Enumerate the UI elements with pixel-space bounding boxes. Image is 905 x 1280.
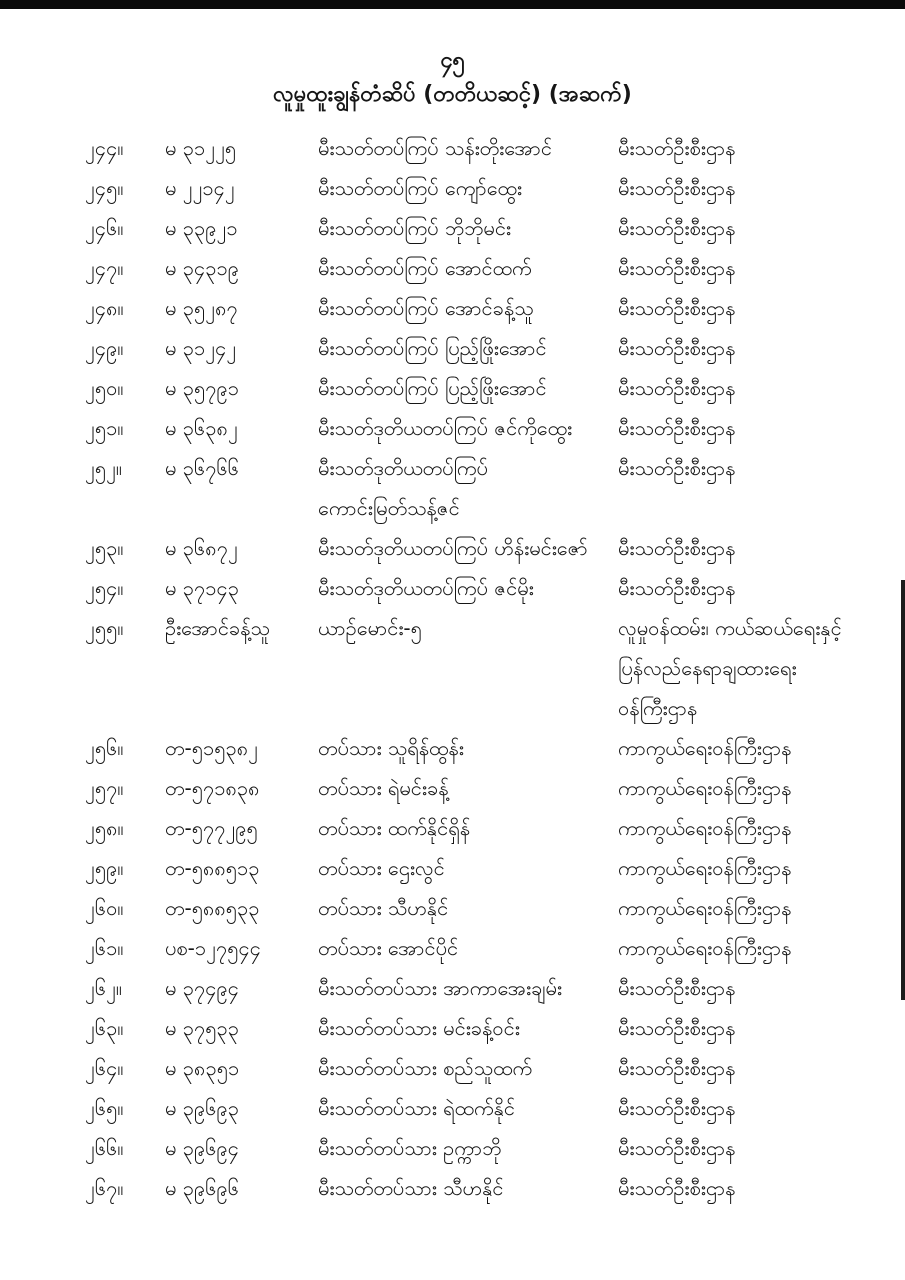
rank-and-name: မီးသတ်ဒုတိယတပ်ကြပ် ဟိန်းမင်းဇော်	[318, 536, 588, 560]
table-row	[0, 608, 905, 728]
table-row	[0, 528, 905, 568]
row-number: ၂၅၇။	[85, 776, 124, 800]
rank-and-name: မီးသတ်တပ်သား အာကာအေးချမ်း	[318, 976, 562, 1000]
service-id: မ ၃၇၄၉၄	[165, 976, 240, 1000]
table-row	[0, 168, 905, 208]
rank-and-name: တပ်သား ရဲမင်းခန့်	[318, 776, 449, 800]
table-row	[0, 1048, 905, 1088]
rank-and-name: တပ်သား ဌေးလွင်	[318, 856, 445, 880]
department: ကာကွယ်ရေးဝန်ကြီးဌာန	[618, 816, 792, 840]
table-row	[0, 728, 905, 768]
service-id: တ-၅၁၅၃၈၂	[165, 736, 258, 760]
table-row	[0, 928, 905, 968]
table-row	[0, 128, 905, 168]
table-row	[0, 408, 905, 448]
service-id: မ ၃၉၆၉၄	[165, 1136, 240, 1160]
table-row	[0, 848, 905, 888]
row-number: ၂၄၉။	[85, 336, 124, 360]
department: မီးသတ်ဦးစီးဌာန	[618, 336, 736, 360]
service-id: မ ၃၁၂၄၂	[165, 336, 237, 360]
row-number: ၂၆၃။	[85, 1016, 124, 1040]
scan-top-edge	[0, 0, 905, 9]
table-row	[0, 568, 905, 608]
row-number: ၂၅၀။	[85, 376, 124, 400]
row-number: ၂၄၅။	[85, 176, 124, 200]
department: မီးသတ်ဦးစီးဌာန	[618, 456, 736, 480]
service-id: မ ၃၇၅၃၃	[165, 1016, 240, 1040]
department: မီးသတ်ဦးစီးဌာန	[618, 416, 736, 440]
row-number: ၂၄၆။	[85, 216, 124, 240]
table-row	[0, 1168, 905, 1208]
department: ကာကွယ်ရေးဝန်ကြီးဌာန	[618, 936, 792, 960]
rank-and-name: မီးသတ်တပ်ကြပ် ပြည့်ဖြိုးအောင်	[318, 336, 547, 360]
row-number: ၂၅၃။	[85, 536, 124, 560]
rank-and-name: မီးသတ်ဒုတိယတပ်ကြပ် ကောင်းမြတ်သန့်ဇင်	[318, 456, 488, 520]
department: မီးသတ်ဦးစီးဌာန	[618, 296, 736, 320]
service-id: မ ၃၁၂၂၅	[165, 136, 237, 160]
row-number: ၂၄၈။	[85, 296, 124, 320]
service-id: မ ၃၆၃၈၂	[165, 416, 238, 440]
department: လူမှုဝန်ထမ်း၊ ကယ်ဆယ်ရေးနှင့် ပြန်လည်နေရာချထားရေး ဝန်ကြီးဌာန	[618, 616, 842, 720]
row-number: ၂၅၁။	[85, 416, 124, 440]
table-row	[0, 808, 905, 848]
rank-and-name: တပ်သား ထက်နိုင်ရှိန်	[318, 816, 471, 840]
department: မီးသတ်ဦးစီးဌာန	[618, 1056, 736, 1080]
rank-and-name: မီးသတ်တပ်ကြပ် အောင်ထက်	[318, 256, 532, 280]
table-row	[0, 768, 905, 808]
service-id: တ-၅၈၈၅၁၃	[165, 856, 260, 880]
scan-right-edge	[901, 580, 905, 1000]
department: မီးသတ်ဦးစီးဌာန	[618, 536, 736, 560]
row-number: ၂၆၅။	[85, 1096, 124, 1120]
service-id: မ ၃၄၃၁၉	[165, 256, 240, 280]
row-number: ၂၅၄။	[85, 576, 124, 600]
service-id: ပစ-၁၂၇၅၄၄	[165, 936, 261, 960]
row-number: ၂၆၆။	[85, 1136, 124, 1160]
department: ကာကွယ်ရေးဝန်ကြီးဌာန	[618, 736, 792, 760]
table-row	[0, 248, 905, 288]
service-id: မ ၃၆၈၇၂	[165, 536, 238, 560]
service-id: မ ၃၅၇၉၁	[165, 376, 240, 400]
table-row	[0, 328, 905, 368]
row-number: ၂၆၄။	[85, 1056, 124, 1080]
award-list	[0, 128, 905, 1208]
department: မီးသတ်ဦးစီးဌာန	[618, 376, 736, 400]
row-number: ၂၆၀။	[85, 896, 124, 920]
department: မီးသတ်ဦးစီးဌာန	[618, 136, 736, 160]
rank-and-name: မီးသတ်တပ်သား မင်းခန့်ဝင်း	[318, 1016, 520, 1040]
rank-and-name: မီးသတ်တပ်သား ဥက္ကာဘို	[318, 1136, 502, 1160]
row-number: ၂၅၂။	[85, 456, 122, 480]
department: ကာကွယ်ရေးဝန်ကြီးဌာန	[618, 776, 792, 800]
service-id: မ ၃၃၉၂၁	[165, 216, 238, 240]
row-number: ၂၆၂။	[85, 976, 122, 1000]
department: မီးသတ်ဦးစီးဌာန	[618, 1136, 736, 1160]
row-number: ၂၅၉။	[85, 856, 124, 880]
department: ကာကွယ်ရေးဝန်ကြီးဌာန	[618, 856, 792, 880]
service-id: မ ၃၅၂၈၇	[165, 296, 238, 320]
department: မီးသတ်ဦးစီးဌာန	[618, 256, 736, 280]
rank-and-name: မီးသတ်တပ်သား သီဟနိုင်	[318, 1176, 504, 1200]
rank-and-name: တပ်သား အောင်ပိုင်	[318, 936, 459, 960]
rank-and-name: မီးသတ်ဒုတိယတပ်ကြပ် ဇင်ကိုထွေး	[318, 416, 573, 440]
department: မီးသတ်ဦးစီးဌာန	[618, 1096, 736, 1120]
rank-and-name: မီးသတ်တပ်ကြပ် ပြည့်ဖြိုးအောင်	[318, 376, 547, 400]
table-row	[0, 1008, 905, 1048]
rank-and-name: မီးသတ်ဒုတိယတပ်ကြပ် ဇင်မိုး	[318, 576, 534, 600]
service-id: ဦးအောင်ခန့်သူ	[165, 616, 270, 640]
table-row	[0, 968, 905, 1008]
rank-and-name: မီးသတ်တပ်ကြပ် ဘိုဘိုမင်း	[318, 216, 511, 240]
table-row	[0, 368, 905, 408]
table-row	[0, 1088, 905, 1128]
department: မီးသတ်ဦးစီးဌာန	[618, 576, 736, 600]
table-row	[0, 1128, 905, 1168]
service-id: တ-၅၇၁၈၃၈	[165, 776, 260, 800]
rank-and-name: တပ်သား သူရိန်ထွန်း	[318, 736, 464, 760]
row-number: ၂၅၆။	[85, 736, 124, 760]
rank-and-name: တပ်သား သီဟနိုင်	[318, 896, 449, 920]
row-number: ၂၆၇။	[85, 1176, 124, 1200]
service-id: တ-၅၇၇၂၉၅	[165, 816, 258, 840]
service-id: မ ၃၉၆၉၆	[165, 1176, 240, 1200]
table-row	[0, 208, 905, 248]
row-number: ၂၄၇။	[85, 256, 124, 280]
rank-and-name: ယာဉ်မောင်း-၅	[318, 616, 422, 640]
table-row	[0, 288, 905, 328]
department: မီးသတ်ဦးစီးဌာန	[618, 976, 736, 1000]
department: မီးသတ်ဦးစီးဌာန	[618, 1176, 736, 1200]
rank-and-name: မီးသတ်တပ်ကြပ် ကျော်ထွေး	[318, 176, 522, 200]
rank-and-name: မီးသတ်တပ်သား စည်သူထက်	[318, 1056, 533, 1080]
page-number: ၄၅	[440, 48, 465, 73]
service-id: မ ၃၆၇၆၆	[165, 456, 240, 480]
page-header	[0, 0, 905, 112]
row-number: ၂၅၈။	[85, 816, 124, 840]
service-id: မ ၃၇၁၄၃	[165, 576, 240, 600]
page-title: လူမှုထူးချွန်တံဆိပ် (တတိယဆင့်) (အဆက်)	[273, 82, 632, 107]
table-row	[0, 888, 905, 928]
department: မီးသတ်ဦးစီးဌာန	[618, 1016, 736, 1040]
service-id: မ ၂၂၁၄၂	[165, 176, 235, 200]
service-id: မ ၃၉၆၉၃	[165, 1096, 240, 1120]
row-number: ၂၄၄။	[85, 136, 124, 160]
table-row	[0, 448, 905, 528]
department: ကာကွယ်ရေးဝန်ကြီးဌာန	[618, 896, 792, 920]
row-number: ၂၅၅။	[85, 616, 124, 640]
rank-and-name: မီးသတ်တပ်ကြပ် သန်းတိုးအောင်	[318, 136, 552, 160]
service-id: တ-၅၈၈၅၃၃	[165, 896, 260, 920]
department: မီးသတ်ဦးစီးဌာန	[618, 216, 736, 240]
service-id: မ ၃၈၃၅၁	[165, 1056, 240, 1080]
rank-and-name: မီးသတ်တပ်သား ရဲထက်နိုင်	[318, 1096, 516, 1120]
department: မီးသတ်ဦးစီးဌာန	[618, 176, 736, 200]
rank-and-name: မီးသတ်တပ်ကြပ် အောင်ခန့်သူ	[318, 296, 534, 320]
row-number: ၂၆၁။	[85, 936, 124, 960]
